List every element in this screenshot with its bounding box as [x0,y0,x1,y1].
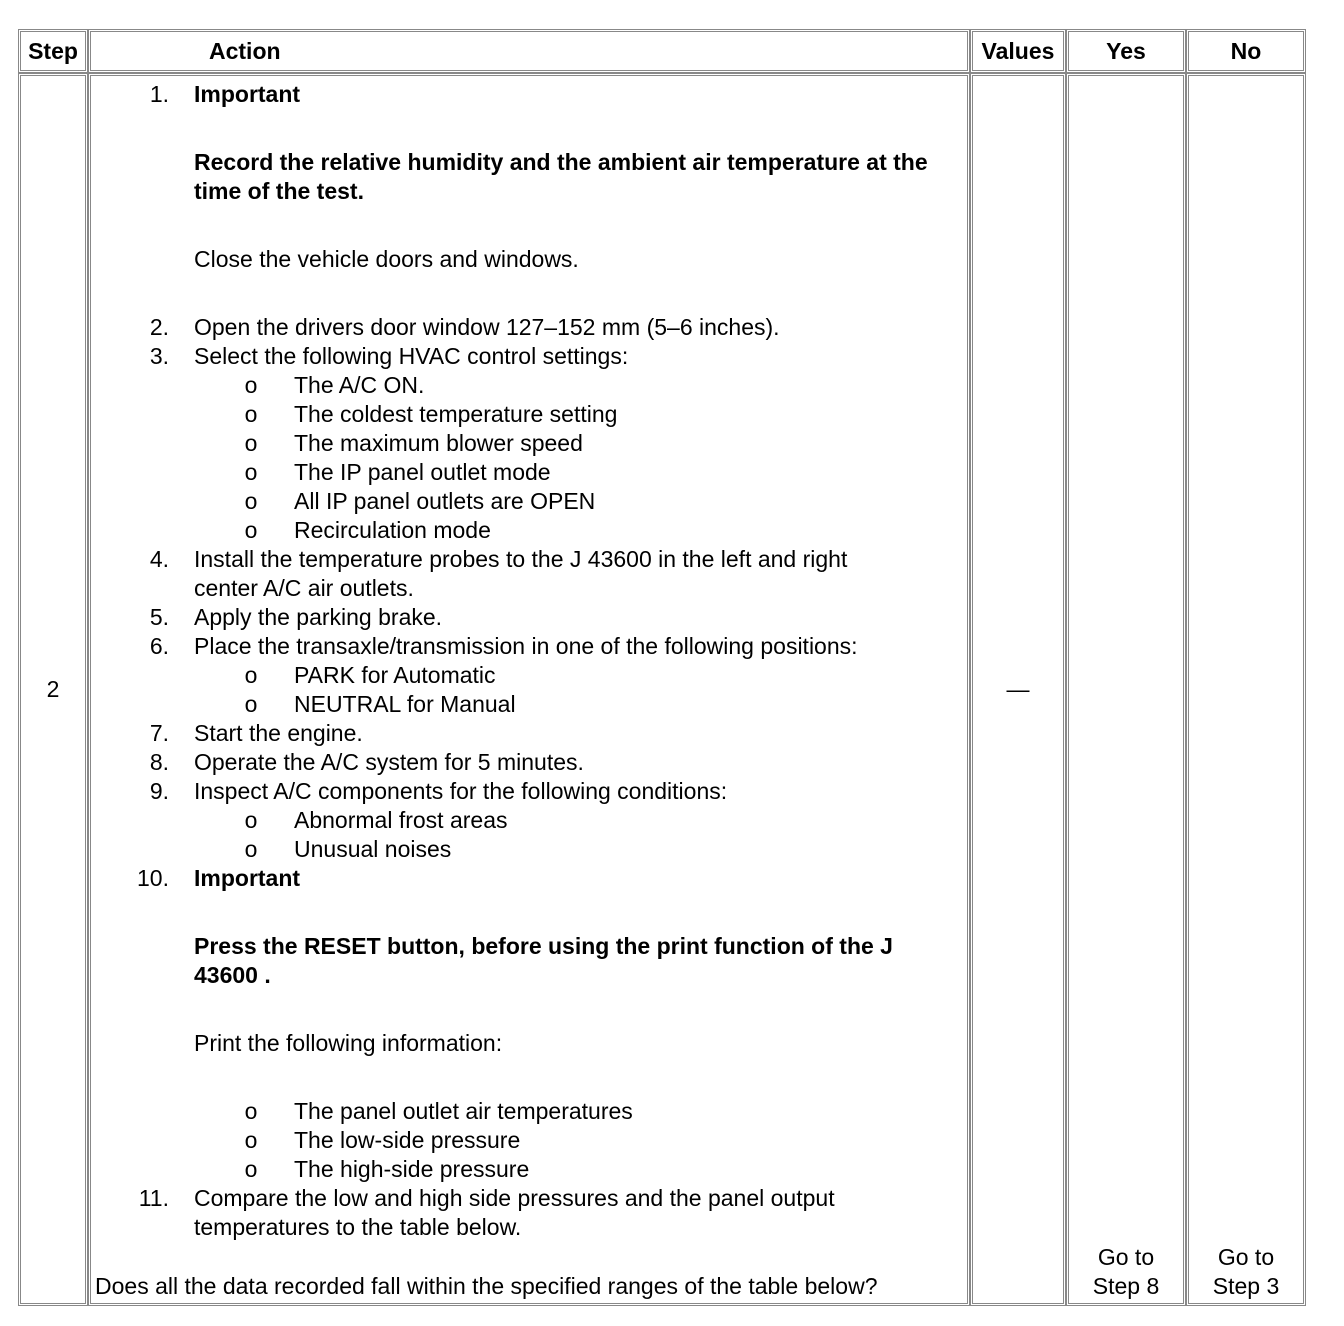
step-item-8 [91,748,967,777]
bullet-item: o The low-side pressure [91,1126,967,1155]
important-note: Record the relative humidity and the ambient air temperature at the time of the test. [194,149,928,204]
step-text: Select the following HVAC control settings: [194,343,629,369]
step-item-3 [91,342,967,371]
important-label: Important [194,865,301,891]
bullet-item: o PARK for Automatic [91,661,967,690]
step-text: Close the vehicle doors and windows. [194,246,579,272]
decision-question: Does all the data recorded fall within the specified ranges of the table below? [95,1273,878,1299]
yes-line-2: Step 8 [1092,1273,1160,1299]
no-line-2: Step 3 [1212,1273,1280,1299]
no-line-1: Go to [1217,1244,1275,1270]
step-item-11 [91,1184,967,1242]
step-item-5 [91,603,967,632]
diagnostic-table [18,29,1306,1306]
step-text: Start the engine. [194,720,363,746]
bullet-glyph: o [244,372,258,398]
step-item-1 [91,80,967,313]
bullet-glyph: o [244,807,258,833]
important-label: Important [194,81,301,107]
bullet-item: o All IP panel outlets are OPEN [91,487,967,516]
header-no: No [1186,29,1306,73]
step-text: Inspect A/C components for the following conditions: [194,778,728,804]
step-item-10 [91,864,967,1097]
bullet-item: o The A/C ON. [91,371,967,400]
step-text: Compare the low and high side pressures and the panel output temperatures to the table below. [194,1185,835,1240]
bullet-glyph: o [244,459,258,485]
bullet-glyph: o [244,836,258,862]
step-text: Install the temperature probes to the J 43600 in the left and right center A/C air outlets. [194,546,848,601]
bullet-item: o Recirculation mode [91,516,967,545]
step-item-6 [91,632,967,661]
step-item-number: 10. [137,865,169,891]
bullet-item: o The high-side pressure [91,1155,967,1184]
step-item-number: 7. [149,720,169,746]
bullet-item: o Unusual noises [91,835,967,864]
bullet-glyph: o [244,1156,258,1182]
step-item-number: 1. [149,81,169,107]
step-item-4 [91,545,967,603]
no-cell [1186,73,1306,1306]
header-values: Values [970,29,1066,73]
values-cell: — [970,73,1066,1306]
bullet-glyph: o [244,662,258,688]
bullet-glyph: o [244,517,258,543]
step-item-number: 6. [149,633,169,659]
step-text: Operate the A/C system for 5 minutes. [194,749,584,775]
bullet-item: o The IP panel outlet mode [91,458,967,487]
step-item-number: 11. [138,1185,169,1211]
step-item-number: 8. [149,749,169,775]
step-text: Open the drivers door window 127–152 mm (5–6 inches). [194,314,780,340]
action-cell [88,73,970,1306]
step-number: 2 [18,73,88,1306]
important-note: Press the RESET button, before using the print function of the J 43600 . [194,933,893,988]
bullet-glyph: o [244,1098,258,1124]
header-step: Step [18,29,88,73]
bullet-glyph: o [244,401,258,427]
step-item-number: 4. [149,546,169,572]
bullet-glyph: o [244,430,258,456]
action-content [91,76,967,1242]
step-item-number: 9. [149,778,169,804]
bullet-item: o The maximum blower speed [91,429,967,458]
header-row [18,29,1306,73]
step-item-9 [91,777,967,806]
yes-line-1: Go to [1097,1244,1155,1270]
step-item-7 [91,719,967,748]
step-item-number: 5. [149,604,169,630]
bullet-glyph: o [244,488,258,514]
bullet-glyph: o [244,1127,258,1153]
bullet-glyph: o [244,691,258,717]
header-action: Action [88,29,970,73]
step-text: Apply the parking brake. [194,604,443,630]
bullet-item: o The coldest temperature setting [91,400,967,429]
step-item-number: 2. [149,314,169,340]
step-row [18,73,1306,1306]
bullet-item: o NEUTRAL for Manual [91,690,967,719]
yes-cell [1066,73,1186,1306]
step-text: Place the transaxle/transmission in one of the following positions: [194,633,858,659]
bullet-item: o Abnormal frost areas [91,806,967,835]
header-yes: Yes [1066,29,1186,73]
step-item-2 [91,313,967,342]
step-text: Print the following information: [194,1030,503,1056]
step-item-number: 3. [149,343,169,369]
bullet-item: o The panel outlet air temperatures [91,1097,967,1126]
